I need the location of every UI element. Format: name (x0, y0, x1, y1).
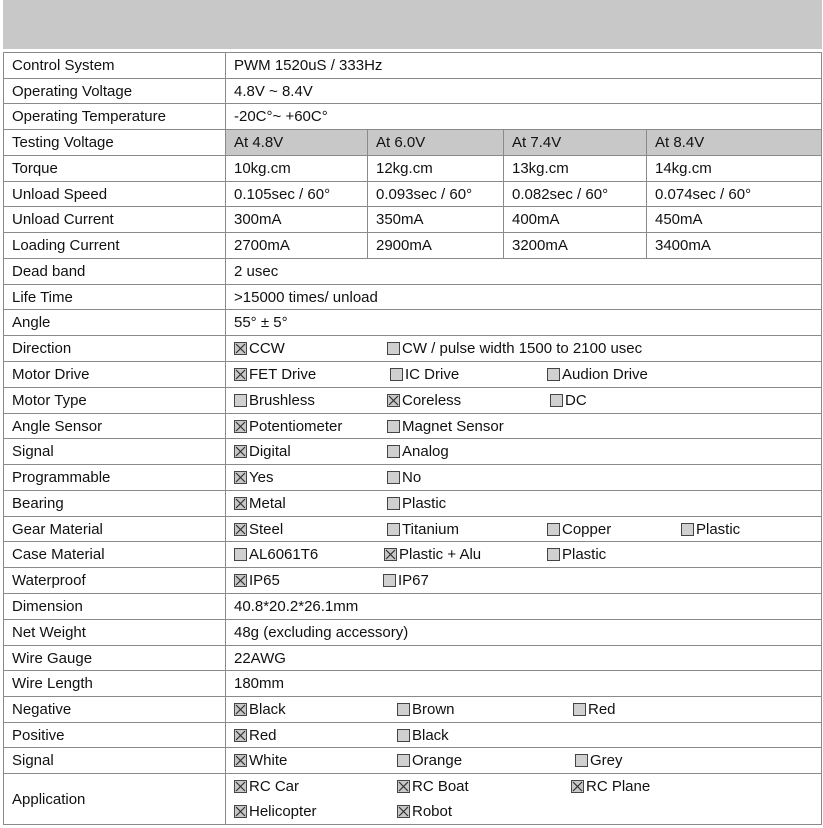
row-line-net-weight (3, 619, 822, 620)
voltage-column-divider-0 (367, 129, 368, 258)
option-motor-type-coreless-label: Coreless (402, 392, 462, 409)
table-bottom-border (3, 824, 822, 825)
option-motor-type-dc-checkbox[interactable] (550, 394, 563, 407)
option-bearing-plastic-label: Plastic (402, 495, 447, 512)
option-application-rc-car-label: RC Car (249, 778, 300, 795)
label-angle-sensor: Angle Sensor (12, 418, 103, 435)
label-programmable: Programmable (12, 469, 111, 486)
voltage-column-divider-2 (646, 129, 647, 258)
label-application: Application (12, 791, 86, 808)
option-angle-sensor-magnet-sensor-checkbox[interactable] (387, 420, 400, 433)
value-testing-voltage-3: At 8.4V (655, 134, 705, 151)
value-control-system: PWM 1520uS / 333Hz (234, 57, 383, 74)
option-signal-grey-label: Grey (590, 752, 623, 769)
value-loading-current-0: 2700mA (234, 237, 290, 254)
row-line-signal (3, 747, 822, 748)
value-life-time: >15000 times/ unload (234, 289, 378, 306)
value-net-weight: 48g (excluding accessory) (234, 624, 409, 641)
value-dead-band: 2 usec (234, 263, 279, 280)
option-negative-red-checkbox[interactable] (573, 703, 586, 716)
label-gear-material: Gear Material (12, 521, 103, 538)
option-application-robot-checkbox[interactable] (397, 805, 410, 818)
value-loading-current-3: 3400mA (655, 237, 711, 254)
label-negative: Negative (12, 701, 72, 718)
option-signal-orange-checkbox[interactable] (397, 754, 410, 767)
spec-table (3, 52, 822, 824)
label-bearing: Bearing (12, 495, 64, 512)
option-angle-sensor-potentiometer-label: Potentiometer (249, 418, 343, 435)
label-loading-current: Loading Current (12, 237, 120, 254)
option-signal-white-label: White (249, 752, 288, 769)
option-case-material-plastic-checkbox[interactable] (547, 548, 560, 561)
voltage-column-divider-1 (503, 129, 504, 258)
option-motor-drive-audion-drive-checkbox[interactable] (547, 368, 560, 381)
option-waterproof-ip67-checkbox[interactable] (383, 574, 396, 587)
value-torque-0: 10kg.cm (234, 160, 291, 177)
option-application-rc-plane-label: RC Plane (586, 778, 651, 795)
row-line-unload-speed (3, 181, 822, 182)
option-case-material-al6061t6-label: AL6061T6 (249, 546, 319, 563)
option-programmable-yes-label: Yes (249, 469, 274, 486)
option-case-material-plastic-alu-label: Plastic + Alu (399, 546, 482, 563)
row-line-signal (3, 438, 822, 439)
value-wire-length: 180mm (234, 675, 285, 692)
value-torque-3: 14kg.cm (655, 160, 712, 177)
row-line-life-time (3, 284, 822, 285)
row-line-control-system (3, 52, 822, 53)
option-bearing-metal-checkbox[interactable] (234, 497, 247, 510)
option-angle-sensor-magnet-sensor-label: Magnet Sensor (402, 418, 504, 435)
option-programmable-no-checkbox[interactable] (387, 471, 400, 484)
label-unload-current: Unload Current (12, 211, 114, 228)
option-positive-red-checkbox[interactable] (234, 729, 247, 742)
label-positive: Positive (12, 727, 65, 744)
value-unload-speed-3: 0.074sec / 60° (655, 186, 752, 203)
option-bearing-plastic-checkbox[interactable] (387, 497, 400, 510)
option-gear-material-titanium-checkbox[interactable] (387, 523, 400, 536)
option-gear-material-steel-checkbox[interactable] (234, 523, 247, 536)
option-motor-drive-fet-drive-checkbox[interactable] (234, 368, 247, 381)
label-net-weight: Net Weight (12, 624, 86, 641)
row-line-angle-sensor (3, 413, 822, 414)
row-line-wire-length (3, 670, 822, 671)
option-gear-material-titanium-label: Titanium (402, 521, 459, 538)
row-line-operating-temperature (3, 103, 822, 104)
option-signal-analog-checkbox[interactable] (387, 445, 400, 458)
row-line-motor-type (3, 387, 822, 388)
row-line-testing-voltage (3, 129, 822, 130)
value-torque-1: 12kg.cm (376, 160, 433, 177)
label-wire-length: Wire Length (12, 675, 93, 692)
value-wire-gauge: 22AWG (234, 650, 286, 667)
value-unload-speed-1: 0.093sec / 60° (376, 186, 473, 203)
option-gear-material-copper-label: Copper (562, 521, 612, 538)
option-programmable-yes-checkbox[interactable] (234, 471, 247, 484)
option-case-material-plastic-alu-checkbox[interactable] (384, 548, 397, 561)
option-signal-analog-label: Analog (402, 443, 449, 460)
value-unload-current-0: 300mA (234, 211, 282, 228)
label-signal: Signal (12, 752, 54, 769)
option-application-rc-boat-checkbox[interactable] (397, 780, 410, 793)
option-motor-drive-ic-drive-label: IC Drive (405, 366, 460, 383)
option-application-helicopter-checkbox[interactable] (234, 805, 247, 818)
option-negative-brown-label: Brown (412, 701, 455, 718)
option-programmable-no-label: No (402, 469, 422, 486)
row-line-motor-drive (3, 361, 822, 362)
label-dead-band: Dead band (12, 263, 86, 280)
option-gear-material-steel-label: Steel (249, 521, 284, 538)
row-line-torque (3, 155, 822, 156)
value-loading-current-2: 3200mA (512, 237, 568, 254)
label-direction: Direction (12, 340, 72, 357)
option-application-rc-plane-checkbox[interactable] (571, 780, 584, 793)
row-line-loading-current (3, 232, 822, 233)
option-motor-type-coreless-checkbox[interactable] (387, 394, 400, 407)
value-operating-temperature: -20C°~ +60C° (234, 108, 328, 125)
option-bearing-metal-label: Metal (249, 495, 286, 512)
label-control-system: Control System (12, 57, 115, 74)
option-gear-material-plastic-label: Plastic (696, 521, 741, 538)
value-testing-voltage-2: At 7.4V (512, 134, 562, 151)
row-line-dimension (3, 593, 822, 594)
option-motor-type-brushless-label: Brushless (249, 392, 315, 409)
option-waterproof-ip67-label: IP67 (398, 572, 429, 589)
row-line-positive (3, 722, 822, 723)
value-testing-voltage-0: At 4.8V (234, 134, 284, 151)
label-signal: Signal (12, 443, 54, 460)
label-angle: Angle (12, 314, 51, 331)
option-application-rc-car-checkbox[interactable] (234, 780, 247, 793)
value-operating-voltage: 4.8V ~ 8.4V (234, 83, 313, 100)
value-unload-speed-2: 0.082sec / 60° (512, 186, 609, 203)
option-motor-type-dc-label: DC (565, 392, 587, 409)
row-line-waterproof (3, 567, 822, 568)
value-torque-2: 13kg.cm (512, 160, 569, 177)
row-line-unload-current (3, 206, 822, 207)
option-positive-black-checkbox[interactable] (397, 729, 410, 742)
option-application-robot-label: Robot (412, 803, 453, 820)
row-line-case-material (3, 541, 822, 542)
option-gear-material-plastic-checkbox[interactable] (681, 523, 694, 536)
option-positive-black-label: Black (412, 727, 449, 744)
row-line-negative (3, 696, 822, 697)
option-waterproof-ip65-checkbox[interactable] (234, 574, 247, 587)
value-dimension: 40.8*20.2*26.1mm (234, 598, 359, 615)
label-wire-gauge: Wire Gauge (12, 650, 93, 667)
value-testing-voltage-1: At 6.0V (376, 134, 426, 151)
option-signal-grey-checkbox[interactable] (575, 754, 588, 767)
row-line-operating-voltage (3, 78, 822, 79)
label-dimension: Dimension (12, 598, 83, 615)
label-testing-voltage: Testing Voltage (12, 134, 114, 151)
label-operating-voltage: Operating Voltage (12, 83, 133, 100)
option-negative-black-checkbox[interactable] (234, 703, 247, 716)
row-line-gear-material (3, 516, 822, 517)
label-torque: Torque (12, 160, 58, 177)
value-unload-speed-0: 0.105sec / 60° (234, 186, 331, 203)
option-gear-material-copper-checkbox[interactable] (547, 523, 560, 536)
value-unload-current-1: 350mA (376, 211, 424, 228)
label-case-material: Case Material (12, 546, 105, 563)
option-direction-ccw-checkbox[interactable] (234, 342, 247, 355)
option-motor-drive-fet-drive-label: FET Drive (249, 366, 317, 383)
row-line-bearing (3, 490, 822, 491)
value-angle: 55° ± 5° (234, 314, 288, 331)
label-unload-speed: Unload Speed (12, 186, 108, 203)
option-negative-black-label: Black (249, 701, 286, 718)
label-waterproof: Waterproof (12, 572, 86, 589)
option-case-material-al6061t6-checkbox[interactable] (234, 548, 247, 561)
label-life-time: Life Time (12, 289, 73, 306)
option-application-rc-boat-label: RC Boat (412, 778, 469, 795)
value-unload-current-3: 450mA (655, 211, 703, 228)
option-case-material-plastic-label: Plastic (562, 546, 607, 563)
option-motor-drive-audion-drive-label: Audion Drive (562, 366, 648, 383)
option-negative-brown-checkbox[interactable] (397, 703, 410, 716)
label-motor-drive: Motor Drive (12, 366, 90, 383)
option-signal-orange-label: Orange (412, 752, 463, 769)
option-angle-sensor-potentiometer-checkbox[interactable] (234, 420, 247, 433)
row-line-wire-gauge (3, 645, 822, 646)
option-signal-digital-label: Digital (249, 443, 291, 460)
option-negative-red-label: Red (588, 701, 616, 718)
option-application-helicopter-label: Helicopter (249, 803, 317, 820)
row-line-direction (3, 335, 822, 336)
option-positive-red-label: Red (249, 727, 277, 744)
option-signal-digital-checkbox[interactable] (234, 445, 247, 458)
label-motor-type: Motor Type (12, 392, 87, 409)
row-line-dead-band (3, 258, 822, 259)
row-line-angle (3, 309, 822, 310)
value-loading-current-1: 2900mA (376, 237, 432, 254)
option-direction-ccw-label: CCW (249, 340, 285, 357)
row-line-programmable (3, 464, 822, 465)
option-waterproof-ip65-label: IP65 (249, 572, 280, 589)
option-direction-cw-pulse-width-1500-to-2100-usec-label: CW / pulse width 1500 to 2100 usec (402, 340, 643, 357)
header-bar (3, 0, 822, 49)
option-signal-white-checkbox[interactable] (234, 754, 247, 767)
option-direction-cw-pulse-width-1500-to-2100-usec-checkbox[interactable] (387, 342, 400, 355)
option-motor-type-brushless-checkbox[interactable] (234, 394, 247, 407)
label-operating-temperature: Operating Temperature (12, 108, 166, 125)
row-line-application (3, 773, 822, 774)
value-unload-current-2: 400mA (512, 211, 560, 228)
option-motor-drive-ic-drive-checkbox[interactable] (390, 368, 403, 381)
